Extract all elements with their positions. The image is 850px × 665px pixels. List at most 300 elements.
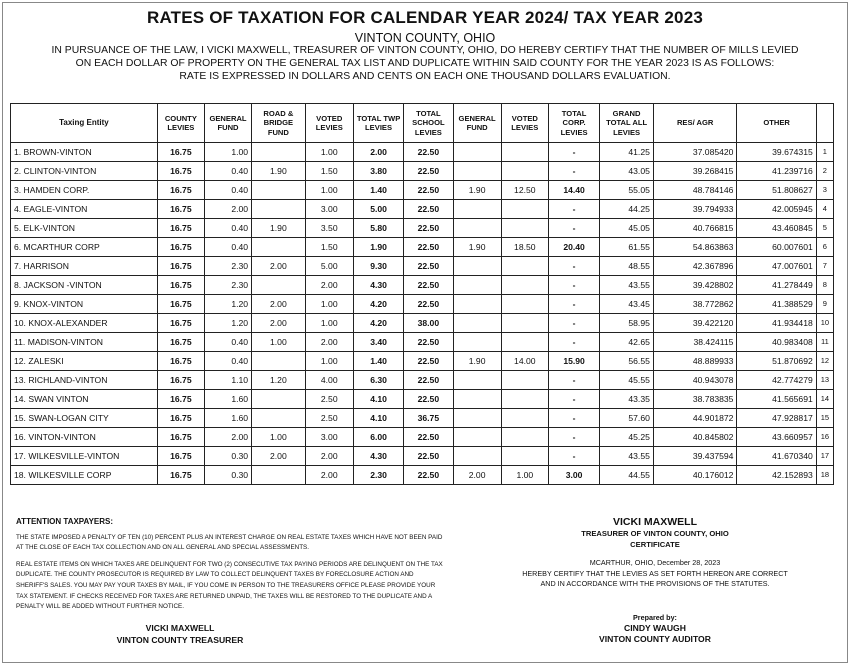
treasurer-title: VINTON COUNTY TREASURER	[116, 635, 244, 645]
rate-cell: -	[548, 314, 599, 333]
rate-cell: 44.901872	[653, 409, 737, 428]
rate-cell: 47.007601	[737, 257, 816, 276]
attention-taxpayers-notice	[16, 517, 446, 619]
column-header-line	[816, 104, 833, 143]
column-header-entity: Taxing Entity	[11, 104, 158, 143]
rate-cell	[453, 295, 501, 314]
rate-cell: 4.30	[353, 447, 403, 466]
rate-cell: 4.20	[353, 314, 403, 333]
rate-cell: 0.40	[204, 181, 251, 200]
rate-cell: 16.75	[157, 466, 204, 485]
rate-cell	[252, 466, 306, 485]
rate-cell	[453, 409, 501, 428]
line-number-cell: 15	[816, 409, 833, 428]
rate-cell: 3.00	[305, 200, 353, 219]
rate-cell: 42.774279	[737, 371, 816, 390]
rate-cell: 22.50	[404, 238, 453, 257]
rate-cell: 9.30	[353, 257, 403, 276]
rate-cell: 16.75	[157, 200, 204, 219]
certificate-line-1: HEREBY CERTIFY THAT THE LEVIES AS SET FORTH HEREON ARE CORRECT	[522, 568, 788, 578]
rate-cell	[501, 447, 548, 466]
entity-cell: 9. KNOX-VINTON	[11, 295, 158, 314]
entity-cell: 8. JACKSON -VINTON	[11, 276, 158, 295]
rate-cell: 0.40	[204, 162, 251, 181]
rate-cell: 2.00	[252, 257, 306, 276]
rate-cell: 16.75	[157, 352, 204, 371]
rate-cell: 40.943078	[653, 371, 737, 390]
line-number-cell: 12	[816, 352, 833, 371]
entity-cell: 6. MCARTHUR CORP	[11, 238, 158, 257]
certificate-line-2: AND IN ACCORDANCE WITH THE PROVISIONS OF THE STATUTES.	[540, 579, 770, 588]
county-subtitle: VINTON COUNTY, OHIO	[354, 31, 496, 45]
rate-cell: 6.00	[353, 428, 403, 447]
rate-cell: 44.25	[600, 200, 654, 219]
table-row	[11, 295, 834, 314]
rate-cell: 5.00	[353, 200, 403, 219]
rate-cell: 39.794933	[653, 200, 737, 219]
rate-cell: 22.50	[404, 276, 453, 295]
rate-cell	[501, 371, 548, 390]
rate-cell: 2.00	[305, 276, 353, 295]
rate-cell: 4.10	[353, 409, 403, 428]
rate-cell: 58.95	[600, 314, 654, 333]
rate-cell: 38.00	[404, 314, 453, 333]
rate-cell: 60.007601	[737, 238, 816, 257]
entity-cell: 12. ZALESKI	[11, 352, 158, 371]
rate-cell: -	[548, 219, 599, 238]
rate-cell: 16.75	[157, 390, 204, 409]
rate-cell: 22.50	[404, 181, 453, 200]
rate-cell: 1.90	[353, 238, 403, 257]
rate-cell: 1.00	[501, 466, 548, 485]
rate-cell: 22.50	[404, 447, 453, 466]
rate-cell: 1.40	[353, 181, 403, 200]
rate-cell: 42.367896	[653, 257, 737, 276]
rate-cell: 43.05	[600, 162, 654, 181]
column-header: TOTAL CORP. LEVIES	[548, 104, 599, 143]
rate-cell	[501, 409, 548, 428]
rate-cell: 12.50	[501, 181, 548, 200]
entity-cell: 4. EAGLE-VINTON	[11, 200, 158, 219]
rate-cell	[252, 238, 306, 257]
line-number-cell: 2	[816, 162, 833, 181]
rate-cell: 1.40	[353, 352, 403, 371]
table-row	[11, 466, 834, 485]
rate-cell: 1.00	[305, 181, 353, 200]
certificate-title: TREASURER OF VINTON COUNTY, OHIO	[581, 529, 729, 538]
rate-cell	[252, 143, 306, 162]
rate-cell: 48.784146	[653, 181, 737, 200]
rate-cell: 16.75	[157, 333, 204, 352]
line-number-cell: 14	[816, 390, 833, 409]
rate-cell: 1.10	[204, 371, 251, 390]
rate-cell: 48.55	[600, 257, 654, 276]
rate-cell: 41.239716	[737, 162, 816, 181]
column-header: RES/ AGR	[653, 104, 737, 143]
table-row	[11, 371, 834, 390]
rate-cell: 1.90	[453, 352, 501, 371]
rate-cell: 0.40	[204, 219, 251, 238]
rate-cell: 1.00	[204, 143, 251, 162]
rate-cell: 22.50	[404, 219, 453, 238]
rate-cell: 16.75	[157, 314, 204, 333]
notice-heading: ATTENTION TAXPAYERS:	[16, 517, 114, 526]
rate-cell: 0.30	[204, 447, 251, 466]
column-header: TOTAL SCHOOL LEVIES	[404, 104, 453, 143]
rate-cell: 16.75	[157, 295, 204, 314]
rate-cell: 3.40	[353, 333, 403, 352]
column-header: VOTED LEVIES	[305, 104, 353, 143]
rate-cell: 1.20	[252, 371, 306, 390]
column-header: ROAD & BRIDGE FUND	[252, 104, 306, 143]
rate-cell: 51.808627	[737, 181, 816, 200]
line-number-cell: 3	[816, 181, 833, 200]
rate-cell	[453, 428, 501, 447]
rate-cell: 2.00	[252, 314, 306, 333]
rate-cell: 38.772862	[653, 295, 737, 314]
rate-cell: 40.983408	[737, 333, 816, 352]
entity-cell: 15. SWAN-LOGAN CITY	[11, 409, 158, 428]
rate-cell	[252, 352, 306, 371]
column-header: VOTED LEVIES	[501, 104, 548, 143]
rate-cell: -	[548, 162, 599, 181]
rate-cell: 2.30	[204, 257, 251, 276]
rate-cell: 2.00	[252, 447, 306, 466]
rate-cell: 22.50	[404, 371, 453, 390]
table-row	[11, 314, 834, 333]
rate-cell: 39.437594	[653, 447, 737, 466]
table-row	[11, 257, 834, 276]
table-row	[11, 143, 834, 162]
rate-cell: 22.50	[404, 333, 453, 352]
rate-cell	[501, 162, 548, 181]
rate-cell: 36.75	[404, 409, 453, 428]
rate-cell	[453, 219, 501, 238]
rate-cell: 55.05	[600, 181, 654, 200]
rate-cell: 2.00	[252, 295, 306, 314]
rate-cell	[453, 333, 501, 352]
notice-delinquent-paragraph: REAL ESTATE ITEMS ON WHICH TAXES ARE DELINQUENT FOR TWO (2) CONSECUTIVE TAX PAYING PERIODS ARE DELINQUENT ON THE TAX DUPLICATE. THE COUNTY PROSECUTOR IS REQUIRED BY LAW TO COLLECT DELINQUENT TAXES BY FORECLOSURE ACTION AND SHERIFF'S SALES. YOU MAY PAY YOUR TAXES BY MAIL, IF YOU COME IN PERSON TO THE TREASURERS OFFICE PLEASE PROVIDE YOUR TAX STATEMENT. IF CHECKS RECEIVED FOR TAXES ARE RETURNED UNPAID, THE TAXES WILL BE RESTORED TO THE DUPLICATE AND A PENALTY WILL BE ADDED WITHOUT FURTHER NOTICE.	[16, 560, 443, 611]
rate-cell: 16.75	[157, 371, 204, 390]
table-row	[11, 447, 834, 466]
rate-cell: 4.30	[353, 276, 403, 295]
line-number-cell: 17	[816, 447, 833, 466]
entity-cell: 17. WILKESVILLE-VINTON	[11, 447, 158, 466]
line-number-cell: 4	[816, 200, 833, 219]
rate-cell: 1.50	[305, 238, 353, 257]
rate-cell: 2.00	[305, 447, 353, 466]
entity-cell: 5. ELK-VINTON	[11, 219, 158, 238]
rate-cell	[453, 257, 501, 276]
rate-cell: 1.90	[453, 238, 501, 257]
rate-cell: 39.268415	[653, 162, 737, 181]
rate-cell: 45.05	[600, 219, 654, 238]
rate-cell: 16.75	[157, 238, 204, 257]
rate-cell: 2.00	[204, 200, 251, 219]
rate-cell: 41.670340	[737, 447, 816, 466]
line-number-cell: 10	[816, 314, 833, 333]
rate-cell: 4.10	[353, 390, 403, 409]
entity-cell: 18. WILKESVILLE CORP	[11, 466, 158, 485]
rate-cell	[252, 276, 306, 295]
rate-cell: 0.40	[204, 352, 251, 371]
rate-cell: 22.50	[404, 200, 453, 219]
rate-cell: -	[548, 333, 599, 352]
rate-cell: 45.25	[600, 428, 654, 447]
rate-cell	[453, 314, 501, 333]
line-number-cell: 5	[816, 219, 833, 238]
rate-cell: 43.45	[600, 295, 654, 314]
rate-cell: 57.60	[600, 409, 654, 428]
rate-cell: 14.40	[548, 181, 599, 200]
rate-cell: 1.90	[252, 162, 306, 181]
rate-cell	[501, 314, 548, 333]
rate-cell: 39.428802	[653, 276, 737, 295]
rate-cell: 41.565691	[737, 390, 816, 409]
intro-line-2: ON EACH DOLLAR OF PROPERTY ON THE GENERAL TAX LIST AND DUPLICATE WITHIN SAID COUNTY FOR THE YEAR 2023 IS AS FOLLOWS:	[75, 58, 775, 69]
rate-cell	[453, 276, 501, 295]
rate-cell: 16.75	[157, 409, 204, 428]
line-number-cell: 8	[816, 276, 833, 295]
rate-cell: 16.75	[157, 143, 204, 162]
intro-line-3: RATE IS EXPRESSED IN DOLLARS AND CENTS ON EACH ONE THOUSAND DOLLARS EVALUATION.	[179, 71, 671, 82]
rate-cell: 3.80	[353, 162, 403, 181]
entity-cell: 3. HAMDEN CORP.	[11, 181, 158, 200]
rate-cell: 40.845802	[653, 428, 737, 447]
rate-cell: 41.934418	[737, 314, 816, 333]
rate-cell: 43.660957	[737, 428, 816, 447]
rate-cell: 2.00	[305, 466, 353, 485]
rate-cell: -	[548, 295, 599, 314]
rate-cell: 6.30	[353, 371, 403, 390]
rate-cell: 1.00	[305, 295, 353, 314]
rate-cell: -	[548, 257, 599, 276]
rate-cell: 39.422120	[653, 314, 737, 333]
rate-cell: 2.00	[305, 333, 353, 352]
entity-cell: 16. VINTON-VINTON	[11, 428, 158, 447]
rate-cell: 22.50	[404, 352, 453, 371]
rate-cell: 37.085420	[653, 143, 737, 162]
rate-cell: 43.55	[600, 276, 654, 295]
rate-cell: -	[548, 276, 599, 295]
rate-cell: 1.00	[305, 314, 353, 333]
line-number-cell: 13	[816, 371, 833, 390]
rate-cell: 39.674315	[737, 143, 816, 162]
rate-cell: 15.90	[548, 352, 599, 371]
rate-cell: 44.55	[600, 466, 654, 485]
tax-rates-table	[10, 103, 834, 485]
rate-cell: 1.20	[204, 295, 251, 314]
rate-cell: 0.40	[204, 238, 251, 257]
rate-cell: 54.863863	[653, 238, 737, 257]
rate-cell: 42.152893	[737, 466, 816, 485]
rate-cell	[501, 295, 548, 314]
rate-cell: 3.00	[548, 466, 599, 485]
table-row	[11, 219, 834, 238]
line-number-cell: 7	[816, 257, 833, 276]
rate-cell: 16.75	[157, 428, 204, 447]
rate-cell	[453, 200, 501, 219]
certificate-block	[480, 515, 830, 590]
rate-cell: -	[548, 143, 599, 162]
rate-cell: 42.65	[600, 333, 654, 352]
rate-cell: 40.766815	[653, 219, 737, 238]
page-title: RATES OF TAXATION FOR CALENDAR YEAR 2024/ TAX YEAR 2023	[146, 8, 704, 27]
auditor-name: CINDY WAUGH	[624, 623, 686, 633]
rate-cell: -	[548, 409, 599, 428]
rate-cell: 5.00	[305, 257, 353, 276]
rate-cell: 18.50	[501, 238, 548, 257]
rate-cell: 41.388529	[737, 295, 816, 314]
rate-cell: 0.30	[204, 466, 251, 485]
rate-cell: 47.928817	[737, 409, 816, 428]
rate-cell: 2.00	[453, 466, 501, 485]
rate-cell: 1.90	[252, 219, 306, 238]
prepared-by-label: Prepared by:	[633, 613, 677, 622]
rate-cell: 38.783835	[653, 390, 737, 409]
rate-cell	[501, 219, 548, 238]
rate-cell: 5.80	[353, 219, 403, 238]
rate-cell: -	[548, 371, 599, 390]
rate-cell	[453, 390, 501, 409]
rate-cell: 2.50	[305, 409, 353, 428]
line-number-cell: 1	[816, 143, 833, 162]
rate-cell: 40.176012	[653, 466, 737, 485]
rate-cell	[252, 181, 306, 200]
column-header: COUNTY LEVIES	[157, 104, 204, 143]
auditor-title: VINTON COUNTY AUDITOR	[599, 634, 711, 644]
rate-cell: 2.00	[204, 428, 251, 447]
rate-cell: 1.00	[252, 333, 306, 352]
certification-intro	[40, 44, 810, 83]
rate-cell: 2.30	[353, 466, 403, 485]
entity-cell: 10. KNOX-ALEXANDER	[11, 314, 158, 333]
rate-cell: 3.50	[305, 219, 353, 238]
entity-cell: 7. HARRISON	[11, 257, 158, 276]
rate-cell: 1.00	[305, 143, 353, 162]
rate-cell	[252, 200, 306, 219]
rate-cell: 41.278449	[737, 276, 816, 295]
line-number-cell: 6	[816, 238, 833, 257]
certificate-place-date: MCARTHUR, OHIO, December 28, 2023	[589, 558, 721, 567]
rate-cell: 14.00	[501, 352, 548, 371]
rate-cell: 22.50	[404, 466, 453, 485]
rate-cell: 4.20	[353, 295, 403, 314]
intro-line-1: IN PURSUANCE OF THE LAW, I VICKI MAXWELL, TREASURER OF VINTON COUNTY, OHIO, DO HEREBY CERTIFY THAT THE NUMBER OF MILLS LEVIED	[51, 45, 799, 56]
rate-cell: 4.00	[305, 371, 353, 390]
rate-cell	[501, 333, 548, 352]
rate-cell: 22.50	[404, 295, 453, 314]
rate-cell: 2.50	[305, 390, 353, 409]
rate-cell: -	[548, 200, 599, 219]
rate-cell: 61.55	[600, 238, 654, 257]
line-number-cell: 18	[816, 466, 833, 485]
rate-cell	[501, 200, 548, 219]
rate-cell	[252, 390, 306, 409]
rate-cell: 2.30	[204, 276, 251, 295]
rate-cell	[501, 390, 548, 409]
rate-cell: 2.00	[353, 143, 403, 162]
prepared-by-block	[560, 612, 750, 645]
rate-cell	[501, 276, 548, 295]
table-row	[11, 409, 834, 428]
rate-cell: 48.889933	[653, 352, 737, 371]
rate-cell: 0.40	[204, 333, 251, 352]
rate-cell: 45.55	[600, 371, 654, 390]
line-number-cell: 9	[816, 295, 833, 314]
rate-cell: 43.460845	[737, 219, 816, 238]
rate-cell: 16.75	[157, 257, 204, 276]
column-header: GRAND TOTAL ALL LEVIES	[600, 104, 654, 143]
rate-cell: 16.75	[157, 181, 204, 200]
table-header-row	[11, 104, 834, 143]
table-row	[11, 390, 834, 409]
rate-cell: 1.00	[252, 428, 306, 447]
table-row	[11, 162, 834, 181]
rate-cell: 38.424115	[653, 333, 737, 352]
rate-cell: 1.50	[305, 162, 353, 181]
table-row	[11, 428, 834, 447]
rate-cell	[453, 162, 501, 181]
column-header: GENERAL FUND	[204, 104, 251, 143]
rate-cell	[501, 143, 548, 162]
rate-cell: 16.75	[157, 276, 204, 295]
rate-cell: 3.00	[305, 428, 353, 447]
table-row	[11, 181, 834, 200]
table-row	[11, 352, 834, 371]
table-row	[11, 276, 834, 295]
table-row	[11, 333, 834, 352]
rate-cell: 22.50	[404, 390, 453, 409]
certificate-name: VICKI MAXWELL	[613, 516, 697, 528]
rate-cell: 42.005945	[737, 200, 816, 219]
rate-cell: 1.00	[305, 352, 353, 371]
rate-cell: 51.870692	[737, 352, 816, 371]
rate-cell	[453, 447, 501, 466]
treasurer-name: VICKI MAXWELL	[145, 623, 215, 633]
rate-cell	[501, 257, 548, 276]
rate-cell	[501, 428, 548, 447]
rate-cell: 41.25	[600, 143, 654, 162]
rate-cell: 1.60	[204, 390, 251, 409]
line-number-cell: 11	[816, 333, 833, 352]
rate-cell: -	[548, 447, 599, 466]
notice-penalty-paragraph: THE STATE IMPOSED A PENALTY OF TEN (10) PERCENT PLUS AN INTEREST CHARGE ON REAL ESTATE TAXES WHICH HAVE NOT BEEN PAID AT THE CLOSE OF EACH TAX COLLECTION AND ON ALL GENERAL AND SPECIAL ASSESSMENTS.	[16, 533, 443, 552]
rate-cell	[453, 371, 501, 390]
rate-cell: 22.50	[404, 162, 453, 181]
column-header: OTHER	[737, 104, 816, 143]
rate-cell: 22.50	[404, 143, 453, 162]
rate-cell: 22.50	[404, 257, 453, 276]
table-body	[11, 143, 834, 485]
rate-cell: 16.75	[157, 447, 204, 466]
rate-cell: -	[548, 428, 599, 447]
rate-cell	[453, 143, 501, 162]
line-number-cell: 16	[816, 428, 833, 447]
column-header: TOTAL TWP LEVIES	[353, 104, 403, 143]
rate-cell: 16.75	[157, 219, 204, 238]
rate-cell: 1.90	[453, 181, 501, 200]
entity-cell: 14. SWAN VINTON	[11, 390, 158, 409]
entity-cell: 2. CLINTON-VINTON	[11, 162, 158, 181]
rate-cell: 1.60	[204, 409, 251, 428]
rate-cell	[252, 409, 306, 428]
treasurer-signature	[70, 622, 290, 646]
rate-cell: -	[548, 390, 599, 409]
table-row	[11, 238, 834, 257]
table-row	[11, 200, 834, 219]
entity-cell: 11. MADISON-VINTON	[11, 333, 158, 352]
